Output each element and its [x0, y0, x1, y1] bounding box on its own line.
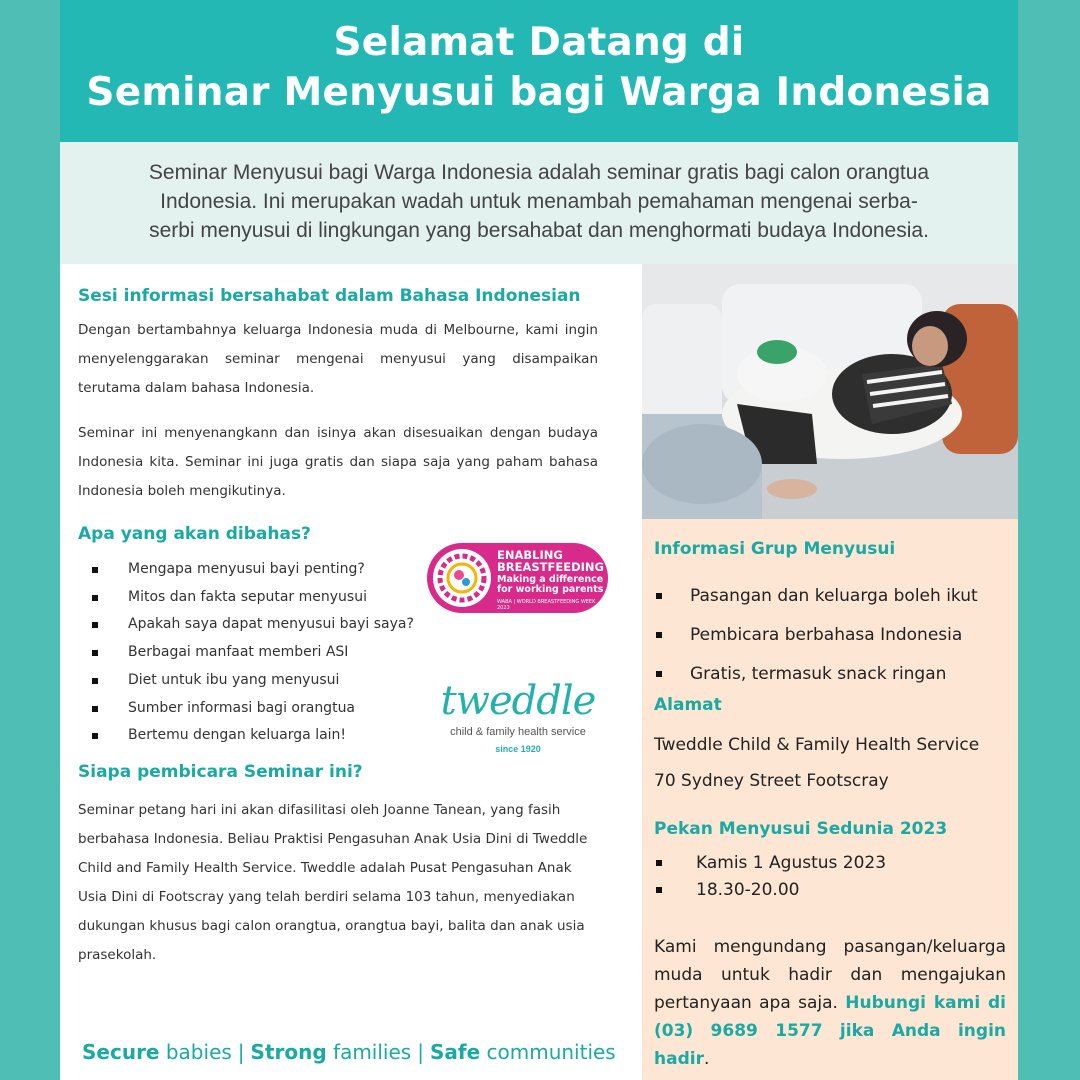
badge-title: ENABLING BREASTFEEDING — [497, 548, 604, 574]
heading-address: Alamat — [654, 695, 722, 715]
badge-footnote: WABA | WORLD BREASTFEEDING WEEK 2023 — [497, 599, 596, 611]
list-item: Berbagai manfaat memberi ASI — [78, 639, 598, 667]
heading-speaker: Siapa pembicara Seminar ini? — [78, 761, 363, 782]
list-item — [654, 850, 886, 877]
footer-tagline: Secure babies | Strong families | Safe communities — [82, 1040, 616, 1064]
left-column — [78, 264, 598, 970]
list-item: Gratis, termasuk snack ringan — [654, 655, 978, 694]
list-item: Diet untuk ibu yang menyusui — [78, 667, 598, 695]
tweddle-logo — [428, 678, 608, 768]
bullet-icon — [92, 567, 98, 573]
bullet-icon — [656, 593, 662, 599]
event-dates-list — [654, 850, 886, 904]
list-item: Bertemu dengan keluarga lain! — [78, 722, 598, 750]
tweddle-wordmark: tweddle — [440, 678, 596, 724]
paragraph-culture: Seminar ini menyenangkann dan isinya akan disesuaikan dengan budaya Indonesia kita. Seminar ini juga gratis dan siapa saja yang paham bahasa Indonesia boleh mengikutinya. — [78, 425, 598, 499]
paragraph-intro: Dengan bertambahnya keluarga Indonesia muda di Melbourne, kami ingin menyelenggarakan seminar mengenai menyusui yang disampaikan terutama dalam bahasa Indonesia. — [78, 322, 598, 396]
list-item: Mitos dan fakta seputar menyusui — [78, 584, 598, 612]
heading-topics: Apa yang akan dibahas? — [78, 524, 311, 544]
paragraph-speaker: Seminar petang hari ini akan difasilitasi oleh Joanne Tanean, yang fasih berbahasa Indonesia. Beliau Praktisi Pengasuhan Anak Usia Dini di Tweddle Child and Family Health Service. Tweddle adalah Pusat Pengasuhan Anak Usia Dini di Footscray yang telah berdiri selama 103 tahun, menyediakan dukungan khusus bagi calon orangtua, orangtua bayi, balita dan anak usia prasekolah. — [78, 801, 588, 963]
tweddle-since: since 1920 — [495, 744, 541, 754]
bullet-icon — [92, 706, 98, 712]
bullet-icon — [92, 733, 98, 739]
list-item: Pasangan dan keluarga boleh ikut — [654, 577, 978, 616]
event-time: 18.30-20.00 — [696, 880, 800, 900]
title-line-2: Seminar Menyusui bagi Warga Indonesia — [86, 70, 992, 115]
badge-logo-icon — [433, 549, 491, 607]
list-item: Mengapa menyusui bayi penting? — [78, 556, 598, 584]
bullet-icon — [92, 678, 98, 684]
enabling-breastfeeding-badge — [427, 543, 608, 613]
address-line-1: Tweddle Child & Family Health Service — [654, 735, 980, 755]
contact-info: Hubungi kami di (03) 9689 1577 jika Anda ingin hadir — [654, 993, 1006, 1069]
bullet-icon — [656, 860, 662, 866]
bullet-icon — [656, 671, 662, 677]
list-item — [654, 877, 886, 904]
heading-info-session: Sesi informasi bersahabat dalam Bahasa Indonesian — [78, 286, 581, 306]
info-panel — [642, 519, 1018, 1080]
header-banner — [60, 0, 1018, 142]
group-info-list — [654, 577, 978, 694]
list-item: Apakah saya dapat menyusui bayi saya? — [78, 611, 598, 639]
bullet-icon — [656, 632, 662, 638]
event-date: Kamis 1 Agustus 2023 — [696, 853, 887, 873]
list-item: Sumber informasi bagi orangtua — [78, 695, 598, 723]
list-item: Pembicara berbahasa Indonesia — [654, 616, 978, 655]
invite-paragraph: Kami mengundang pasangan/keluarga muda untuk hadir dan mengajukan pertanyaan apa saja. Hubungi kami di (03) 9689 1577 jika Anda ingin hadir. — [654, 937, 1006, 1069]
flyer — [60, 0, 1018, 1080]
tweddle-subtitle: child & family health service — [450, 726, 586, 738]
address-line-2: 70 Sydney Street Footscray — [654, 771, 889, 791]
title-line-1: Selamat Datang di — [333, 20, 745, 65]
badge-subtitle: Making a difference for working parents — [497, 574, 604, 595]
bullet-icon — [92, 595, 98, 601]
heading-event: Pekan Menyusui Sedunia 2023 — [654, 819, 948, 839]
bullet-icon — [92, 650, 98, 656]
intro-text: Seminar Menyusui bagi Warga Indonesia adalah seminar gratis bagi calon orangtua Indonesia. Ini merupakan wadah untuk menambah pemahaman mengenai serba-serbi menyusui di lingkungan yang bersahabat dan menghormati budaya Indonesia. — [60, 142, 1018, 264]
mother-baby-photo — [642, 264, 1018, 519]
heading-group-info: Informasi Grup Menyusui — [654, 539, 896, 559]
bullet-icon — [656, 887, 662, 893]
bullet-icon — [92, 622, 98, 628]
